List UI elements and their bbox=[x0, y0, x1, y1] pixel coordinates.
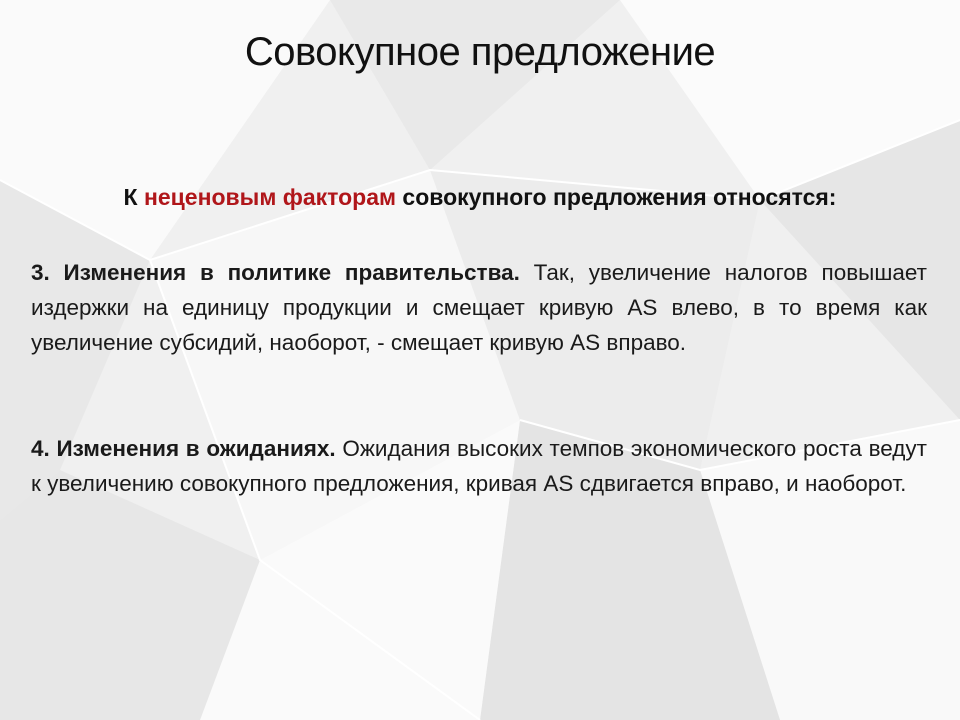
factor-item-4-text: Ожидания высоких темпов экономического роста ведут к увеличению совокупного предложения, кривая AS сдвигается вправо, и наоборот. bbox=[31, 436, 927, 496]
intro-line bbox=[30, 184, 930, 211]
slide-title: Совокупное предложение bbox=[244, 30, 716, 74]
factor-item-4 bbox=[31, 431, 927, 501]
factor-item-4-lead: 4. Изменения в ожиданиях. bbox=[31, 436, 336, 461]
intro-highlight: неценовым факторам bbox=[143, 184, 397, 210]
intro-before: К bbox=[123, 184, 144, 210]
factor-item-3-text: Так, увеличение налогов повышает издержки на единицу продукции и смещает кривую AS влево, в то время как увеличение субсидий, наоборот, - смещает кривую AS вправо. bbox=[31, 260, 927, 355]
factor-item-3-lead: 3. Изменения в политике правительства. bbox=[31, 260, 520, 285]
intro-after: совокупного предложения относятся: bbox=[396, 184, 837, 210]
factor-item-3 bbox=[31, 255, 927, 360]
